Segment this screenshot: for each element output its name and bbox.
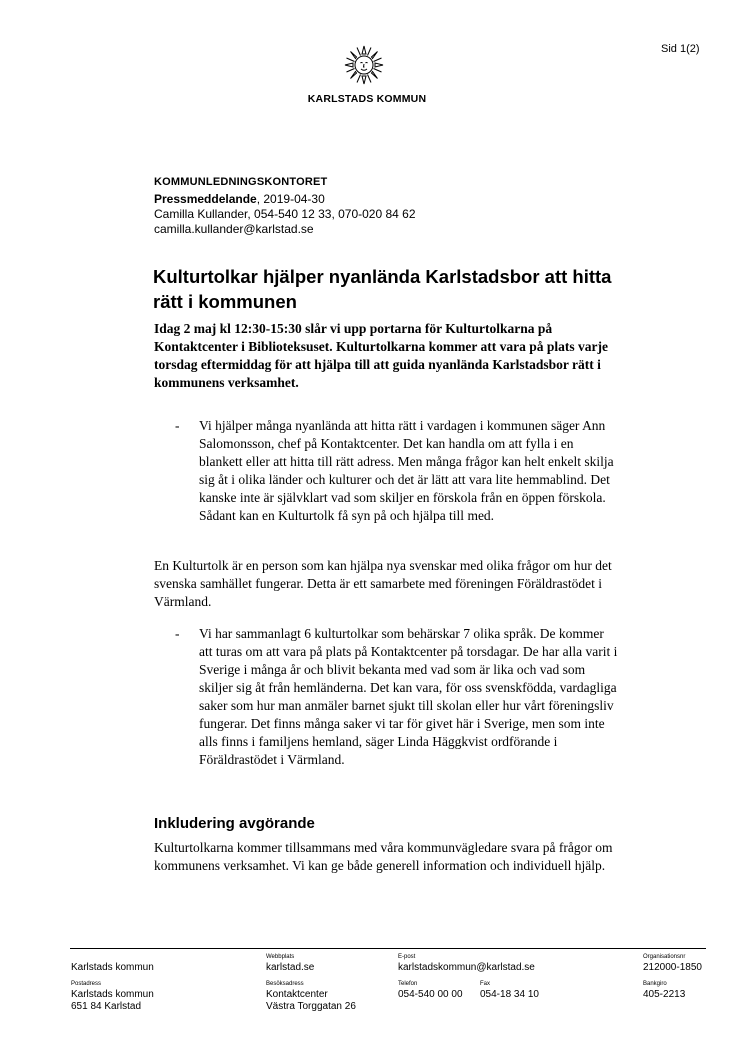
- body-paragraph-1: En Kulturtolk är en person som kan hjälpa nya svenskar med olika frågor om hur det svenska samhället fungerar. Detta är ett samarbete med föreningen Föräldrastödet i Värmland.: [154, 558, 612, 609]
- footer-email-label: E-post: [398, 954, 416, 960]
- contact-email: camilla.kullander@karlstad.se: [154, 222, 314, 236]
- footer-postal-line-1: Karlstads kommun: [71, 989, 154, 1000]
- footer-web-link[interactable]: karlstad.se: [266, 962, 315, 973]
- footer-org-name: Karlstads kommun: [71, 962, 154, 973]
- footer-phone-value: 054-540 00 00: [398, 989, 463, 1000]
- contact-line: Camilla Kullander, 054-540 12 33, 070-020 84 62: [154, 207, 416, 221]
- press-release-line: [154, 192, 325, 206]
- footer-fax-label: Fax: [480, 981, 491, 987]
- municipality-sun-logo-icon: [343, 44, 385, 86]
- quote-text-2: Vi har sammanlagt 6 kulturtolkar som behärskar 7 olika språk. De kommer att turas om att vara på plats på Kontaktcenter på torsdagar. De har alla varit i Sverige i många år och blivit bekanta med vad som är lika och vad som skiljer sig åt från hemländerna. Det kan vara, för oss svenskfödda, vardagliga saker som hur man anmäler barnet sjukt till skolan eller hur vårt föreningsliv fungerar. Det finns många saker vi tar för givet här i Sverige, men som inte alls finns i familjens hemland, säger Linda Häggkvist ordförande i Föräldrastödet i Värmland.: [199, 626, 618, 767]
- footer-fax-value: 054-18 34 10: [480, 989, 539, 1000]
- article-lead: Idag 2 maj kl 12:30-15:30 slår vi upp portarna för Kulturtolkarna på Kontaktcenter i Biblioteksuset. Kulturtolkarna kommer att vara på plats varje torsdag eftermiddag för att hjälpa till att guida nyanlända Karlstadsbor rätt i kommunens verksamhet.: [154, 321, 608, 390]
- footer-postal-line-2: 651 84 Karlstad: [71, 1001, 142, 1012]
- section-subheading: Inkludering avgörande: [154, 815, 315, 832]
- footer-bank-value: 405-2213: [643, 989, 686, 1000]
- body-paragraph-2: Kulturtolkarna kommer tillsammans med våra kommunvägledare svara på frågor om kommunens verksamhet. Vi kan ge både generell information och individuell hjälp.: [154, 840, 613, 873]
- footer-divider: [70, 948, 706, 949]
- organization-name: KARLSTADS KOMMUN: [307, 93, 427, 105]
- article-title: Kulturtolkar hjälper nyanlända Karlstadsbor att hitta rätt i kommunen: [153, 266, 612, 312]
- footer-postal-label: Postadress: [71, 981, 102, 987]
- footer-email-link[interactable]: karlstadskommun@karlstad.se: [398, 962, 535, 973]
- page-number: Sid 1(2): [661, 43, 700, 55]
- footer-visit-line-1: Kontaktcenter: [266, 989, 328, 1000]
- press-release-date: , 2019-04-30: [256, 192, 325, 206]
- press-release-label: Pressmeddelande: [154, 192, 257, 206]
- quote-text-1: Vi hjälper många nyanlända att hitta rätt i vardagen i kommunen säger Ann Salomonsson, chef på Kontaktcenter. Det kan handla om att fylla i en blankett eller att hitta till rätt adress. Men många frågor kan helt enkelt skilja sig åt i olika länder och kulturer och det är lätt att vara lite hemmablind. Det kanske inte är självklart vad som skiljer en förskola från en öppen förskola. Sådant kan en Kulturtolk få syn på och hjälpa till med.: [199, 418, 614, 523]
- footer-visit-line-2: Västra Torggatan 26: [266, 1001, 356, 1012]
- footer-orgnr-label: Organisationsnr: [643, 954, 686, 960]
- bullet-dash: -: [175, 418, 180, 433]
- footer-orgnr-value: 212000-1850: [643, 962, 702, 973]
- bullet-dash: -: [175, 626, 180, 641]
- footer-web-label: Webbplats: [266, 954, 295, 960]
- footer-phone-label: Telefon: [398, 981, 418, 987]
- footer-visit-label: Besöksadress: [266, 981, 304, 987]
- department-name: KOMMUNLEDNINGSKONTORET: [154, 176, 328, 188]
- footer-bank-label: Bankgiro: [643, 981, 667, 987]
